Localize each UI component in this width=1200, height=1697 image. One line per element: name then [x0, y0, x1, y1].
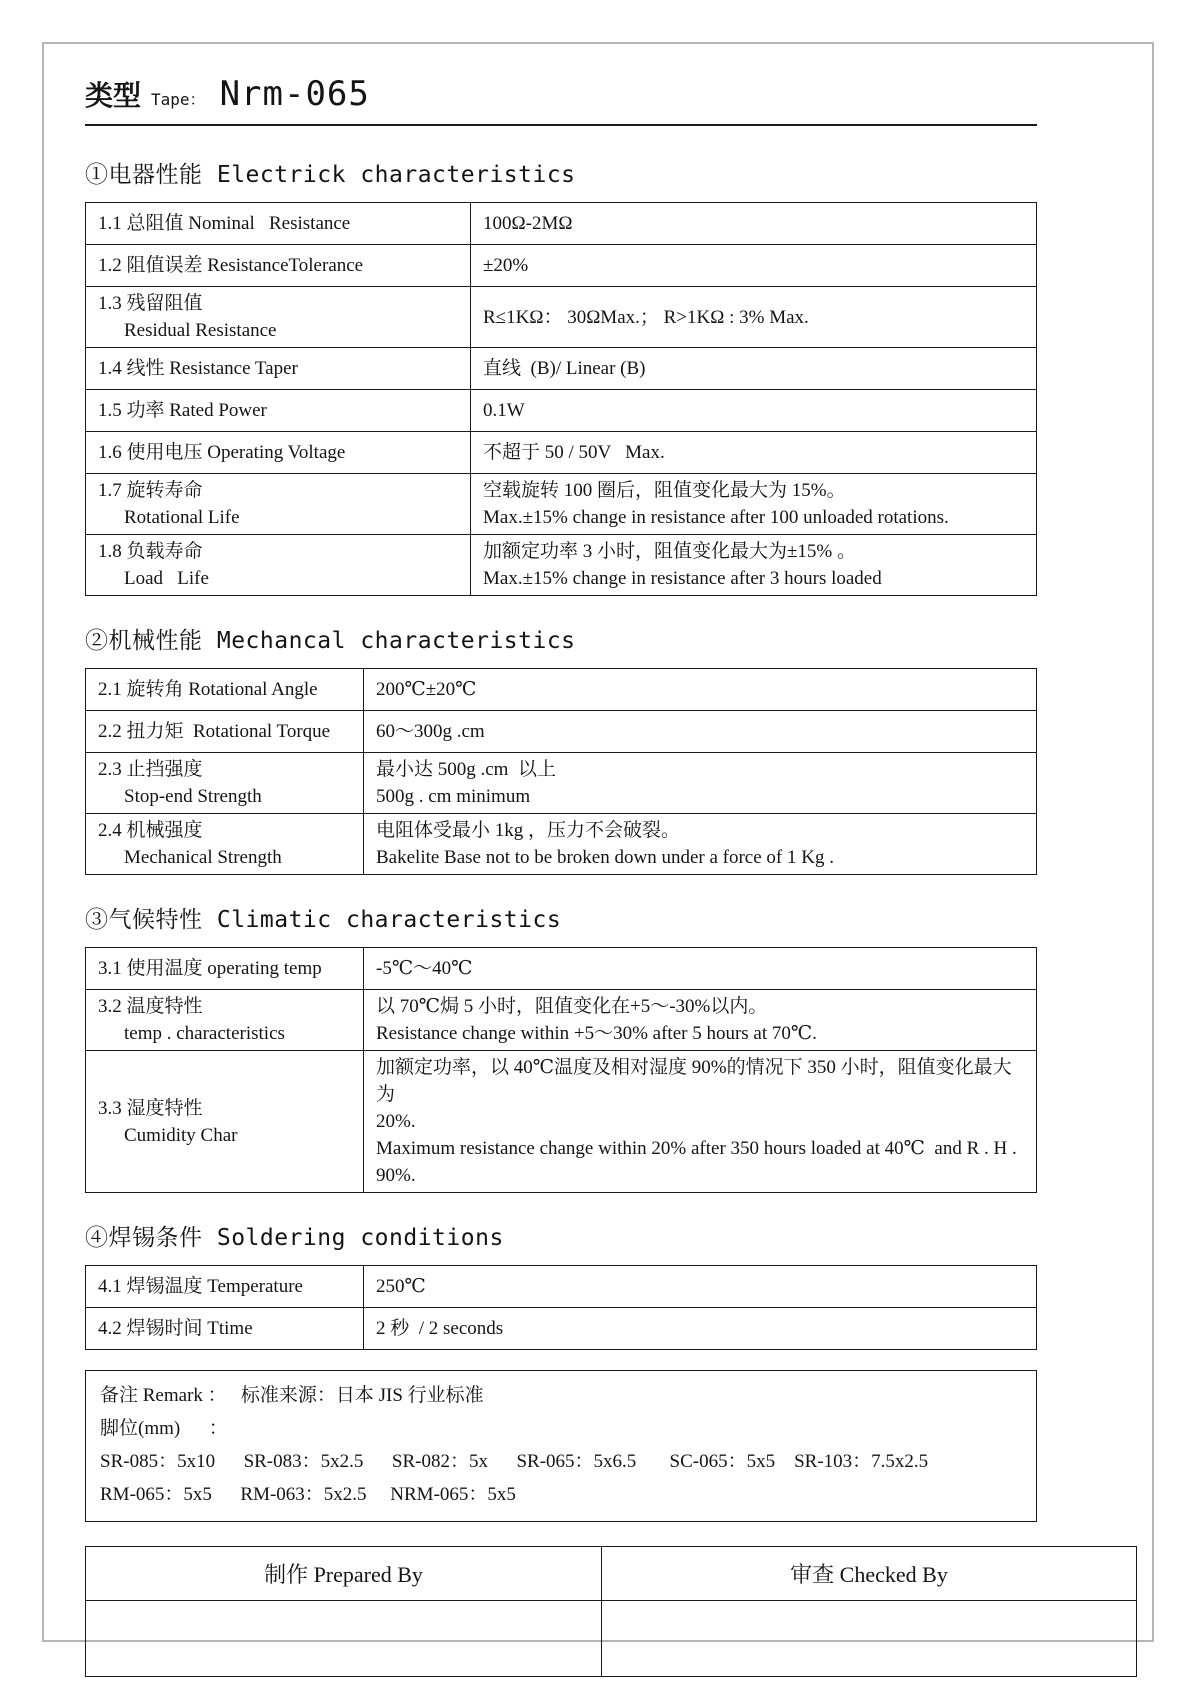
document-content: [44, 44, 1152, 1677]
electrical-characteristics-table: [85, 202, 1037, 596]
row-label: 4.2 焊锡时间 Ttime: [86, 1308, 364, 1350]
row-label: 1.1 总阻值 Nominal Resistance: [86, 203, 471, 245]
table-row: [86, 1266, 1037, 1308]
prepared-by-signature-cell: [86, 1601, 602, 1677]
row-label: 1.4 线性 Resistance Taper: [86, 348, 471, 390]
row-label: 2.2 扭力矩 Rotational Torque: [86, 711, 364, 753]
row-value: 空载旋转 100 圈后，阻值变化最大为 15%。 Max.±15% change in resistance after 100 unloaded rotations.: [471, 474, 1037, 535]
row-value: 250℃: [364, 1266, 1037, 1308]
row-value: 加额定功率 3 小时，阻值变化最大为±15% 。 Max.±15% change in resistance after 3 hours loaded: [471, 535, 1037, 596]
signoff-signature-row: [86, 1601, 1137, 1677]
row-value: 60～300g .cm: [364, 711, 1037, 753]
row-value: 2 秒 / 2 seconds: [364, 1308, 1037, 1350]
row-value: 100Ω-2MΩ: [471, 203, 1037, 245]
checked-by-label: 审查 Checked By: [602, 1547, 1137, 1601]
section-heading-electrical: ①电器性能 Electrick characteristics: [85, 162, 576, 188]
table-row: [86, 390, 1037, 432]
remark-box: [85, 1370, 1037, 1522]
signoff-header-row: [86, 1547, 1137, 1601]
table-row: [86, 203, 1037, 245]
type-en-label: Tape：: [151, 90, 206, 109]
row-value: 最小达 500g .cm 以上 500g . cm minimum: [364, 753, 1037, 814]
row-label: 1.2 阻值误差 ResistanceTolerance: [86, 245, 471, 287]
section-heading-mechanical: ②机械性能 Mechancal characteristics: [85, 628, 576, 654]
table-row: [86, 474, 1037, 535]
signoff-table: [85, 1546, 1137, 1677]
climatic-characteristics-table: [85, 947, 1037, 1193]
remark-line: 备注 Remark ： 标准来源：日本 JIS 行业标准: [100, 1385, 484, 1406]
table-row: [86, 948, 1037, 990]
row-value: 不超于 50 / 50V Max.: [471, 432, 1037, 474]
row-label: 3.2 温度特性 temp . characteristics: [86, 990, 364, 1051]
type-value: Nrm-065: [219, 74, 370, 114]
row-value: 加额定功率，以 40℃温度及相对湿度 90%的情况下 350 小时，阻值变化最大为 20%. Maximum resistance change within 20% after 350 hours loaded at 40℃ and R . H . 90%.: [364, 1051, 1037, 1193]
section-heading-climatic: ③气候特性 Climatic characteristics: [85, 907, 562, 933]
remark-line: SR-085：5x10 SR-083：5x2.5 SR-082：5x SR-065：5x6.5 SC-065：5x5 SR-103：7.5x2.5: [100, 1451, 929, 1472]
table-row: [86, 1308, 1037, 1350]
row-label: 3.1 使用温度 operating temp: [86, 948, 364, 990]
row-label: 2.1 旋转角 Rotational Angle: [86, 669, 364, 711]
row-label: 4.1 焊锡温度 Temperature: [86, 1266, 364, 1308]
remark-line: 脚位(mm) ：: [100, 1418, 228, 1439]
table-row: [86, 814, 1037, 875]
row-value: 0.1W: [471, 390, 1037, 432]
table-row: [86, 711, 1037, 753]
row-label: 2.3 止挡强度 Stop-end Strength: [86, 753, 364, 814]
table-row: [86, 245, 1037, 287]
row-value: 200℃±20℃: [364, 669, 1037, 711]
row-label: 2.4 机械强度 Mechanical Strength: [86, 814, 364, 875]
table-row: [86, 753, 1037, 814]
row-label: 1.8 负载寿命 Load Life: [86, 535, 471, 596]
document-page: [42, 42, 1154, 1642]
row-label: 1.5 功率 Rated Power: [86, 390, 471, 432]
row-label: 1.6 使用电压 Operating Voltage: [86, 432, 471, 474]
document-title: [85, 74, 1152, 120]
table-row: [86, 287, 1037, 348]
row-value: 直线 (B)/ Linear (B): [471, 348, 1037, 390]
table-row: [86, 1051, 1037, 1193]
checked-by-signature-cell: [602, 1601, 1137, 1677]
type-cjk-label: 类型: [85, 80, 142, 111]
remark-line: RM-065：5x5 RM-063：5x2.5 NRM-065：5x5: [100, 1484, 516, 1505]
row-value: R≤1KΩ： 30ΩMax.； R>1KΩ : 3% Max.: [471, 287, 1037, 348]
table-row: [86, 348, 1037, 390]
prepared-by-label: 制作 Prepared By: [86, 1547, 602, 1601]
section-heading-soldering: ④焊锡条件 Soldering conditions: [85, 1225, 504, 1251]
table-row: [86, 990, 1037, 1051]
row-value: 以 70℃焗 5 小时，阻值变化在+5～-30%以内。 Resistance change within +5～30% after 5 hours at 70℃.: [364, 990, 1037, 1051]
row-value: 电阻体受最小 1kg ，压力不会破裂。 Bakelite Base not to be broken down under a force of 1 Kg .: [364, 814, 1037, 875]
title-underline: [85, 124, 1037, 126]
mechanical-characteristics-table: [85, 668, 1037, 875]
row-label: 1.3 残留阻值 Residual Resistance: [86, 287, 471, 348]
row-value: -5℃～40℃: [364, 948, 1037, 990]
row-label: 3.3 湿度特性 Cumidity Char: [86, 1051, 364, 1193]
row-value: ±20%: [471, 245, 1037, 287]
table-row: [86, 535, 1037, 596]
soldering-conditions-table: [85, 1265, 1037, 1350]
row-label: 1.7 旋转寿命 Rotational Life: [86, 474, 471, 535]
table-row: [86, 669, 1037, 711]
table-row: [86, 432, 1037, 474]
